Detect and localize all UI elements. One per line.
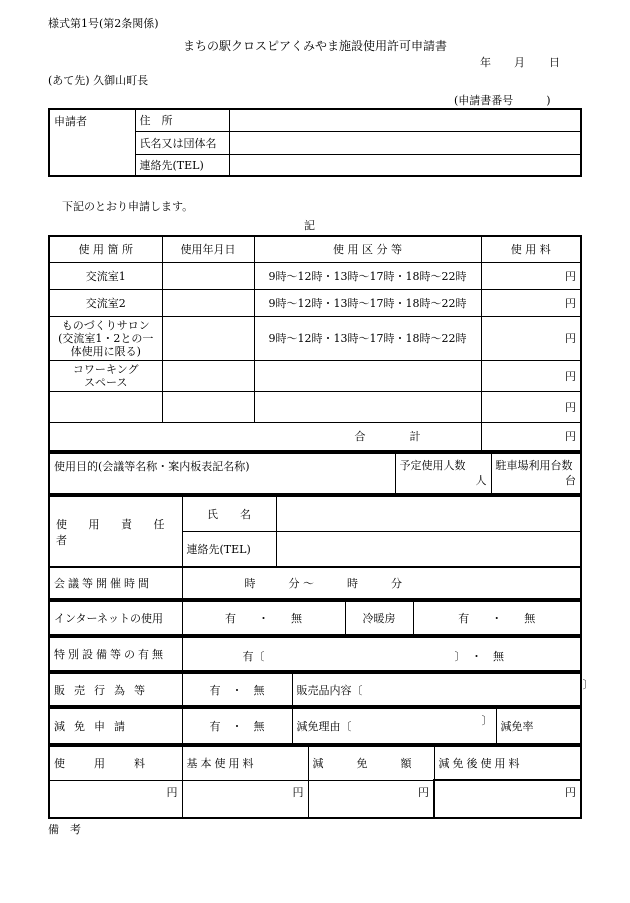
applicant-name-label: 氏名又は団体名: [135, 131, 229, 154]
addressee: (あて先) 久御山町長: [48, 74, 149, 87]
parking-cell[interactable]: [491, 453, 581, 494]
manager-table: [48, 495, 582, 568]
row-place-coworking: [49, 360, 162, 391]
sales-table: [48, 672, 594, 707]
reduction-reason-label: 減免理由〔: [296, 720, 352, 733]
meeting-time-table: [48, 566, 582, 600]
ac-choice[interactable]: 有 ・ 無: [413, 601, 581, 635]
place-line: ものづくりサロン: [61, 318, 150, 332]
remarks-label: 備 考: [48, 823, 81, 836]
row-place: 交流室1: [49, 262, 162, 289]
manager-tel-field[interactable]: [276, 531, 581, 567]
applicant-table: [48, 108, 582, 177]
row-date-field[interactable]: [162, 262, 254, 289]
fee-reduction-value[interactable]: 円: [308, 780, 434, 818]
row-date-field[interactable]: [162, 289, 254, 316]
fee-base-label: 基本使用料: [182, 746, 308, 780]
purpose-table: [48, 452, 582, 495]
applicant-tel-field[interactable]: [229, 154, 581, 176]
applicant-label: 申請者: [49, 109, 135, 176]
people-unit: 人: [475, 474, 487, 487]
meeting-time-label: 会議等開催時間: [49, 567, 182, 599]
form-title: まちの駅クロスピアくみやま施設使用許可申請書: [182, 39, 447, 53]
intro-text: 下記のとおり申請します。: [62, 200, 194, 213]
reduction-reason-close: 〕: [481, 714, 493, 727]
special-table: [48, 636, 582, 672]
internet-table: [48, 600, 582, 636]
row-slots-field[interactable]: [254, 391, 481, 422]
place-line: コワーキング: [72, 362, 139, 376]
applicant-address-label: 住 所: [135, 109, 229, 131]
place-line: (交流室1・2との一: [58, 331, 154, 345]
header-date: 使用年月日: [162, 236, 254, 262]
usage-table: [48, 235, 582, 452]
parking-label: 駐車場利用台数: [495, 459, 573, 472]
fee-base-value[interactable]: 円: [182, 780, 308, 818]
total-fee[interactable]: 円: [481, 422, 581, 451]
reduction-choice[interactable]: 有 ・ 無: [182, 708, 292, 744]
row-date-field[interactable]: [162, 360, 254, 391]
row-fee[interactable]: 円: [481, 262, 581, 289]
manager-label: 使 用 責 任 者: [49, 496, 182, 567]
special-choice[interactable]: [182, 637, 581, 671]
applicant-tel-label: 連絡先(TEL): [135, 154, 229, 176]
applicant-name-field[interactable]: [229, 131, 581, 154]
special-label: 特別設備等の有無: [49, 637, 182, 671]
row-fee[interactable]: 円: [481, 391, 581, 422]
sales-label: 販売行為等: [49, 673, 182, 706]
row-slots-field[interactable]: [254, 360, 481, 391]
internet-label: インターネットの使用: [49, 601, 182, 635]
meeting-time-field[interactable]: 時 分 ～ 時 分: [182, 567, 581, 599]
row-slots[interactable]: 9時～12時・13時～17時・18時～22時: [254, 316, 481, 360]
row-fee[interactable]: 円: [481, 360, 581, 391]
place-line: 体使用に限る): [70, 344, 141, 358]
people-cell[interactable]: [395, 453, 491, 494]
row-date-field[interactable]: [162, 316, 254, 360]
special-no: 〕 ・ 無: [454, 650, 504, 663]
sales-items-field[interactable]: 販売品内容〔 〕: [292, 673, 581, 706]
manager-tel-label: 連絡先(TEL): [182, 531, 276, 567]
application-number: (申請書番号 ): [454, 94, 551, 107]
date-month: 月: [514, 56, 525, 69]
row-place: 交流室2: [49, 289, 162, 316]
header-slots: 使 用 区 分 等: [254, 236, 481, 262]
sales-items-label: 販売品内容〔: [296, 683, 363, 697]
fee-label: 使 用 料: [49, 746, 182, 780]
row-fee[interactable]: 円: [481, 289, 581, 316]
parking-unit: 台: [565, 474, 576, 487]
row-fee[interactable]: 円: [481, 316, 581, 360]
internet-choice[interactable]: 有 ・ 無: [182, 601, 345, 635]
row-place-monozukuri: [49, 316, 162, 360]
row-slots[interactable]: 9時～12時・13時～17時・18時～22時: [254, 262, 481, 289]
ki-text: 記: [304, 219, 315, 232]
date-year: 年: [480, 56, 491, 69]
fee-reduction-label: 減 免 額: [308, 746, 434, 780]
form-number: 様式第1号(第2条関係): [48, 17, 159, 30]
row-slots[interactable]: 9時～12時・13時～17時・18時～22時: [254, 289, 481, 316]
fee-after-value[interactable]: 円: [434, 780, 581, 818]
row-place-field[interactable]: [49, 391, 162, 422]
people-label: 予定使用人数: [399, 459, 466, 472]
applicant-address-field[interactable]: [229, 109, 581, 131]
row-date-field[interactable]: [162, 391, 254, 422]
manager-name-field[interactable]: [276, 496, 581, 531]
place-line: スペース: [84, 375, 128, 389]
purpose-label[interactable]: 使用目的(会議等名称・案内板表記名称): [49, 453, 395, 494]
manager-name-label: 氏 名: [182, 496, 276, 531]
date-day: 日: [549, 56, 560, 69]
reduction-table: [48, 707, 582, 745]
header-fee: 使 用 料: [481, 236, 581, 262]
reduction-label: 減免申請: [49, 708, 182, 744]
ac-label: 冷暖房: [345, 601, 413, 635]
fee-table: [48, 745, 582, 819]
special-yes: 有〔: [242, 650, 265, 663]
reduction-rate-field[interactable]: 減免率: [496, 708, 581, 744]
sales-choice[interactable]: 有 ・ 無: [182, 673, 292, 706]
fee-value[interactable]: 円: [49, 780, 182, 818]
fee-after-label: 減免後使用料: [434, 746, 581, 780]
reduction-reason-field[interactable]: [292, 708, 496, 744]
total-label: 合 計: [49, 422, 481, 451]
header-place: 使 用 箇 所: [49, 236, 162, 262]
